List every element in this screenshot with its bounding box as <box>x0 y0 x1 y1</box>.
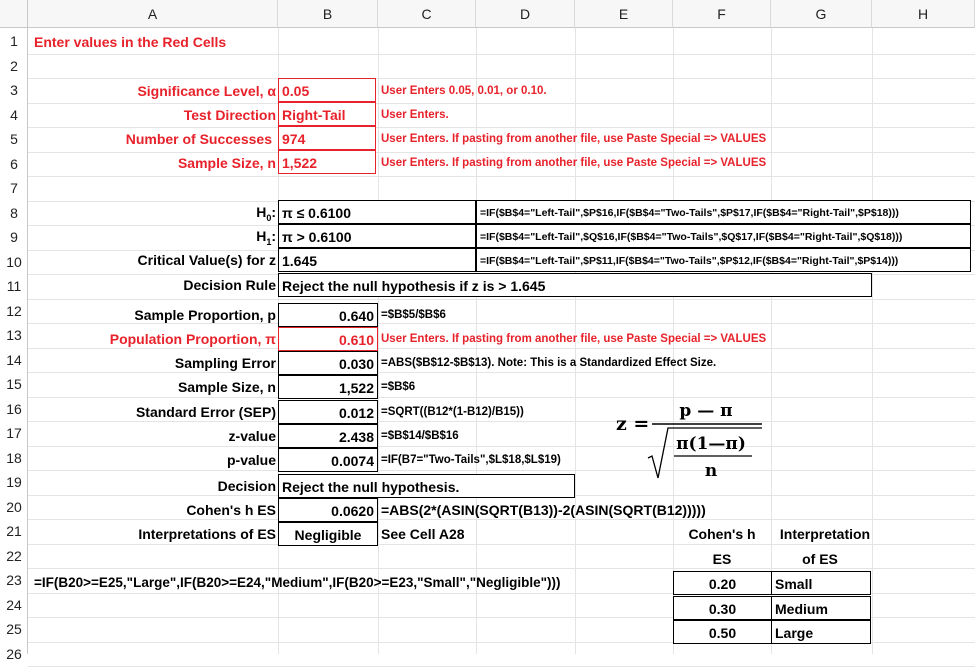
es-table-interp-cell[interactable]: Large <box>771 620 871 644</box>
row-header-14[interactable]: 14 <box>0 348 28 373</box>
row-header-19[interactable]: 19 <box>0 470 28 495</box>
gridline-row <box>28 176 975 177</box>
equation-inner-denominator: n <box>704 461 718 481</box>
row-header-10[interactable]: 10 <box>0 250 28 275</box>
equation-svg <box>612 396 812 482</box>
equation-lhs: z = <box>616 413 650 435</box>
es-table-es-cell[interactable]: 0.50 <box>673 620 772 644</box>
result-label: p-value <box>226 452 276 469</box>
es-table-interp-cell[interactable]: Small <box>771 571 871 595</box>
result-formula: =ABS($B$12-$B$13). Note: This is a Standardized Effect Size. <box>381 357 717 370</box>
es-table-header-interp-line1: Interpretation <box>779 526 871 542</box>
row-header-9[interactable]: 9 <box>0 225 28 250</box>
es-table-es-cell[interactable]: 0.20 <box>673 571 772 595</box>
result-value[interactable]: 1,522 <box>278 375 378 399</box>
alpha-label: Significance Level, α <box>137 83 276 99</box>
decision-value[interactable]: Reject the null hypothesis. <box>278 474 575 498</box>
row-header-4[interactable]: 4 <box>0 103 28 128</box>
result-formula: =$B$6 <box>381 381 416 394</box>
result-value[interactable]: 0.030 <box>278 351 378 375</box>
result-label: Population Proportion, π <box>109 330 276 347</box>
row-header-11[interactable]: 11 <box>0 274 28 299</box>
row-header-20[interactable]: 20 <box>0 495 28 520</box>
h0-formula[interactable]: =IF($B$4="Left-Tail",$P$16,IF($B$4="Two-Tails",$P$17,IF($B$4="Right-Tail",$P$18))) <box>476 200 971 224</box>
row-header-3[interactable]: 3 <box>0 78 28 103</box>
h0-label: $H_0$: <box>256 204 276 223</box>
interpretation-note: See Cell A28 <box>381 526 465 542</box>
row-header-2[interactable]: 2 <box>0 54 28 79</box>
interpretation-value[interactable]: Negligible <box>278 522 378 546</box>
column-header-a[interactable]: A <box>28 0 278 28</box>
column-header-b[interactable]: B <box>278 0 378 28</box>
row-header-13[interactable]: 13 <box>0 323 28 348</box>
equation-numerator: p — π <box>679 401 733 421</box>
row-header-16[interactable]: 16 <box>0 397 28 422</box>
h1-value[interactable]: π > 0.6100 <box>278 224 476 248</box>
row-header-22[interactable]: 22 <box>0 544 28 569</box>
gridline-column <box>872 28 873 654</box>
cohens-h-label: Cohen's h ES <box>186 502 276 518</box>
interpretation-formula: =IF(B20>=E25,"Large",IF(B20>=E24,"Medium",IF(B20>=E23,"Small","Negligible"))) <box>34 575 561 590</box>
row-header-26[interactable]: 26 <box>0 642 28 667</box>
result-value[interactable]: 0.610 <box>278 327 378 351</box>
row-header-12[interactable]: 12 <box>0 299 28 324</box>
row-header-8[interactable]: 8 <box>0 201 28 226</box>
critical-value[interactable]: 1.645 <box>278 248 476 272</box>
direction-label: Test Direction <box>183 107 276 123</box>
alpha-input[interactable]: 0.05 <box>278 78 376 102</box>
result-value[interactable]: 2.438 <box>278 424 378 448</box>
row-header-24[interactable]: 24 <box>0 593 28 618</box>
result-label: Standard Error (SEP) <box>135 403 276 420</box>
successes-input[interactable]: 974 <box>278 126 376 150</box>
result-label: Sample Size, n <box>177 379 276 396</box>
gridline-column <box>378 28 379 654</box>
result-label: z-value <box>228 428 276 444</box>
row-header-6[interactable]: 6 <box>0 152 28 177</box>
result-formula: =IF(B7="Two-Tails",$L$18,$L$19) <box>381 454 561 467</box>
critical-value-label: Critical Value(s) for z <box>137 252 276 268</box>
sample-size-note: User Enters. If pasting from another file, use Paste Special => VALUES <box>381 157 767 169</box>
direction-note: User Enters. <box>381 109 449 121</box>
h1-label: $H_1$: <box>256 228 276 247</box>
result-value[interactable]: 0.0074 <box>278 448 378 472</box>
row-header-17[interactable]: 17 <box>0 421 28 446</box>
result-value[interactable]: 0.012 <box>278 400 378 424</box>
row-header-5[interactable]: 5 <box>0 127 28 152</box>
successes-note: User Enters. If pasting from another file, use Paste Special => VALUES <box>381 133 767 145</box>
result-formula: =$B$5/$B$6 <box>381 308 446 321</box>
sample-size-label: Sample Size, n <box>177 155 276 171</box>
result-formula: =$B$14/$B$16 <box>381 430 459 442</box>
h0-value[interactable]: π ≤ 0.6100 <box>278 200 476 224</box>
result-label: Sampling Error <box>174 355 276 372</box>
sample-size-input[interactable]: 1,522 <box>278 150 376 174</box>
alpha-note: User Enters 0.05, 0.01, or 0.10. <box>381 85 547 97</box>
standard-error-equation <box>612 396 812 482</box>
row-header-1[interactable]: 1 <box>0 29 28 54</box>
h1-formula[interactable]: =IF($B$4="Left-Tail",$Q$16,IF($B$4="Two-Tails",$Q$17,IF($B$4="Right-Tail",$Q$18))) <box>476 224 971 248</box>
cohens-h-value[interactable]: 0.0620 <box>278 498 378 522</box>
column-header-g[interactable]: G <box>771 0 872 28</box>
result-value[interactable]: 0.640 <box>278 303 378 327</box>
direction-input[interactable]: Right-Tail <box>278 102 376 126</box>
es-table-es-cell[interactable]: 0.30 <box>673 596 772 620</box>
equation-inner-numerator: π(1—π) <box>676 434 746 454</box>
sheet-title: Enter values in the Red Cells <box>34 34 227 50</box>
row-header-25[interactable]: 25 <box>0 617 28 642</box>
decision-rule-value[interactable]: Reject the null hypothesis if z is > 1.645 <box>278 273 872 297</box>
interpretation-label: Interpretations of ES <box>138 526 276 542</box>
es-table-header-es-line2: ES <box>712 551 732 567</box>
critical-value-formula[interactable]: =IF($B$4="Left-Tail",$P$11,IF($B$4="Two-Tails",$P$12,IF($B$4="Right-Tail",$P$14))) <box>476 248 971 272</box>
result-label: Sample Proportion, p <box>134 306 276 323</box>
result-formula: User Enters. If pasting from another file, use Paste Special => VALUES <box>381 332 767 345</box>
column-header-c[interactable]: C <box>378 0 476 28</box>
es-table-header-interp-line2: of ES <box>802 551 838 567</box>
successes-label: Number of Successes <box>125 131 272 147</box>
row-header-7[interactable]: 7 <box>0 176 28 201</box>
gridline-row <box>28 299 975 300</box>
decision-label: Decision <box>217 478 276 494</box>
row-header-15[interactable]: 15 <box>0 372 28 397</box>
cohens-h-formula: =ABS(2*(ASIN(SQRT(B13))-2(ASIN(SQRT(B12))))) <box>381 502 706 518</box>
row-header-18[interactable]: 18 <box>0 446 28 471</box>
column-header-e[interactable]: E <box>575 0 673 28</box>
row-header-21[interactable]: 21 <box>0 519 28 544</box>
decision-rule-label: Decision Rule <box>183 277 276 293</box>
column-header-h[interactable]: H <box>872 0 975 28</box>
es-table-header-es-line1: Cohen's h <box>688 526 756 542</box>
column-header-f[interactable]: F <box>673 0 771 28</box>
row-header-23[interactable]: 23 <box>0 568 28 593</box>
result-formula: =SQRT((B12*(1-B12)/B15)) <box>381 405 524 418</box>
es-table-interp-cell[interactable]: Medium <box>771 596 871 620</box>
column-header-d[interactable]: D <box>476 0 575 28</box>
select-all-corner[interactable] <box>0 0 28 28</box>
